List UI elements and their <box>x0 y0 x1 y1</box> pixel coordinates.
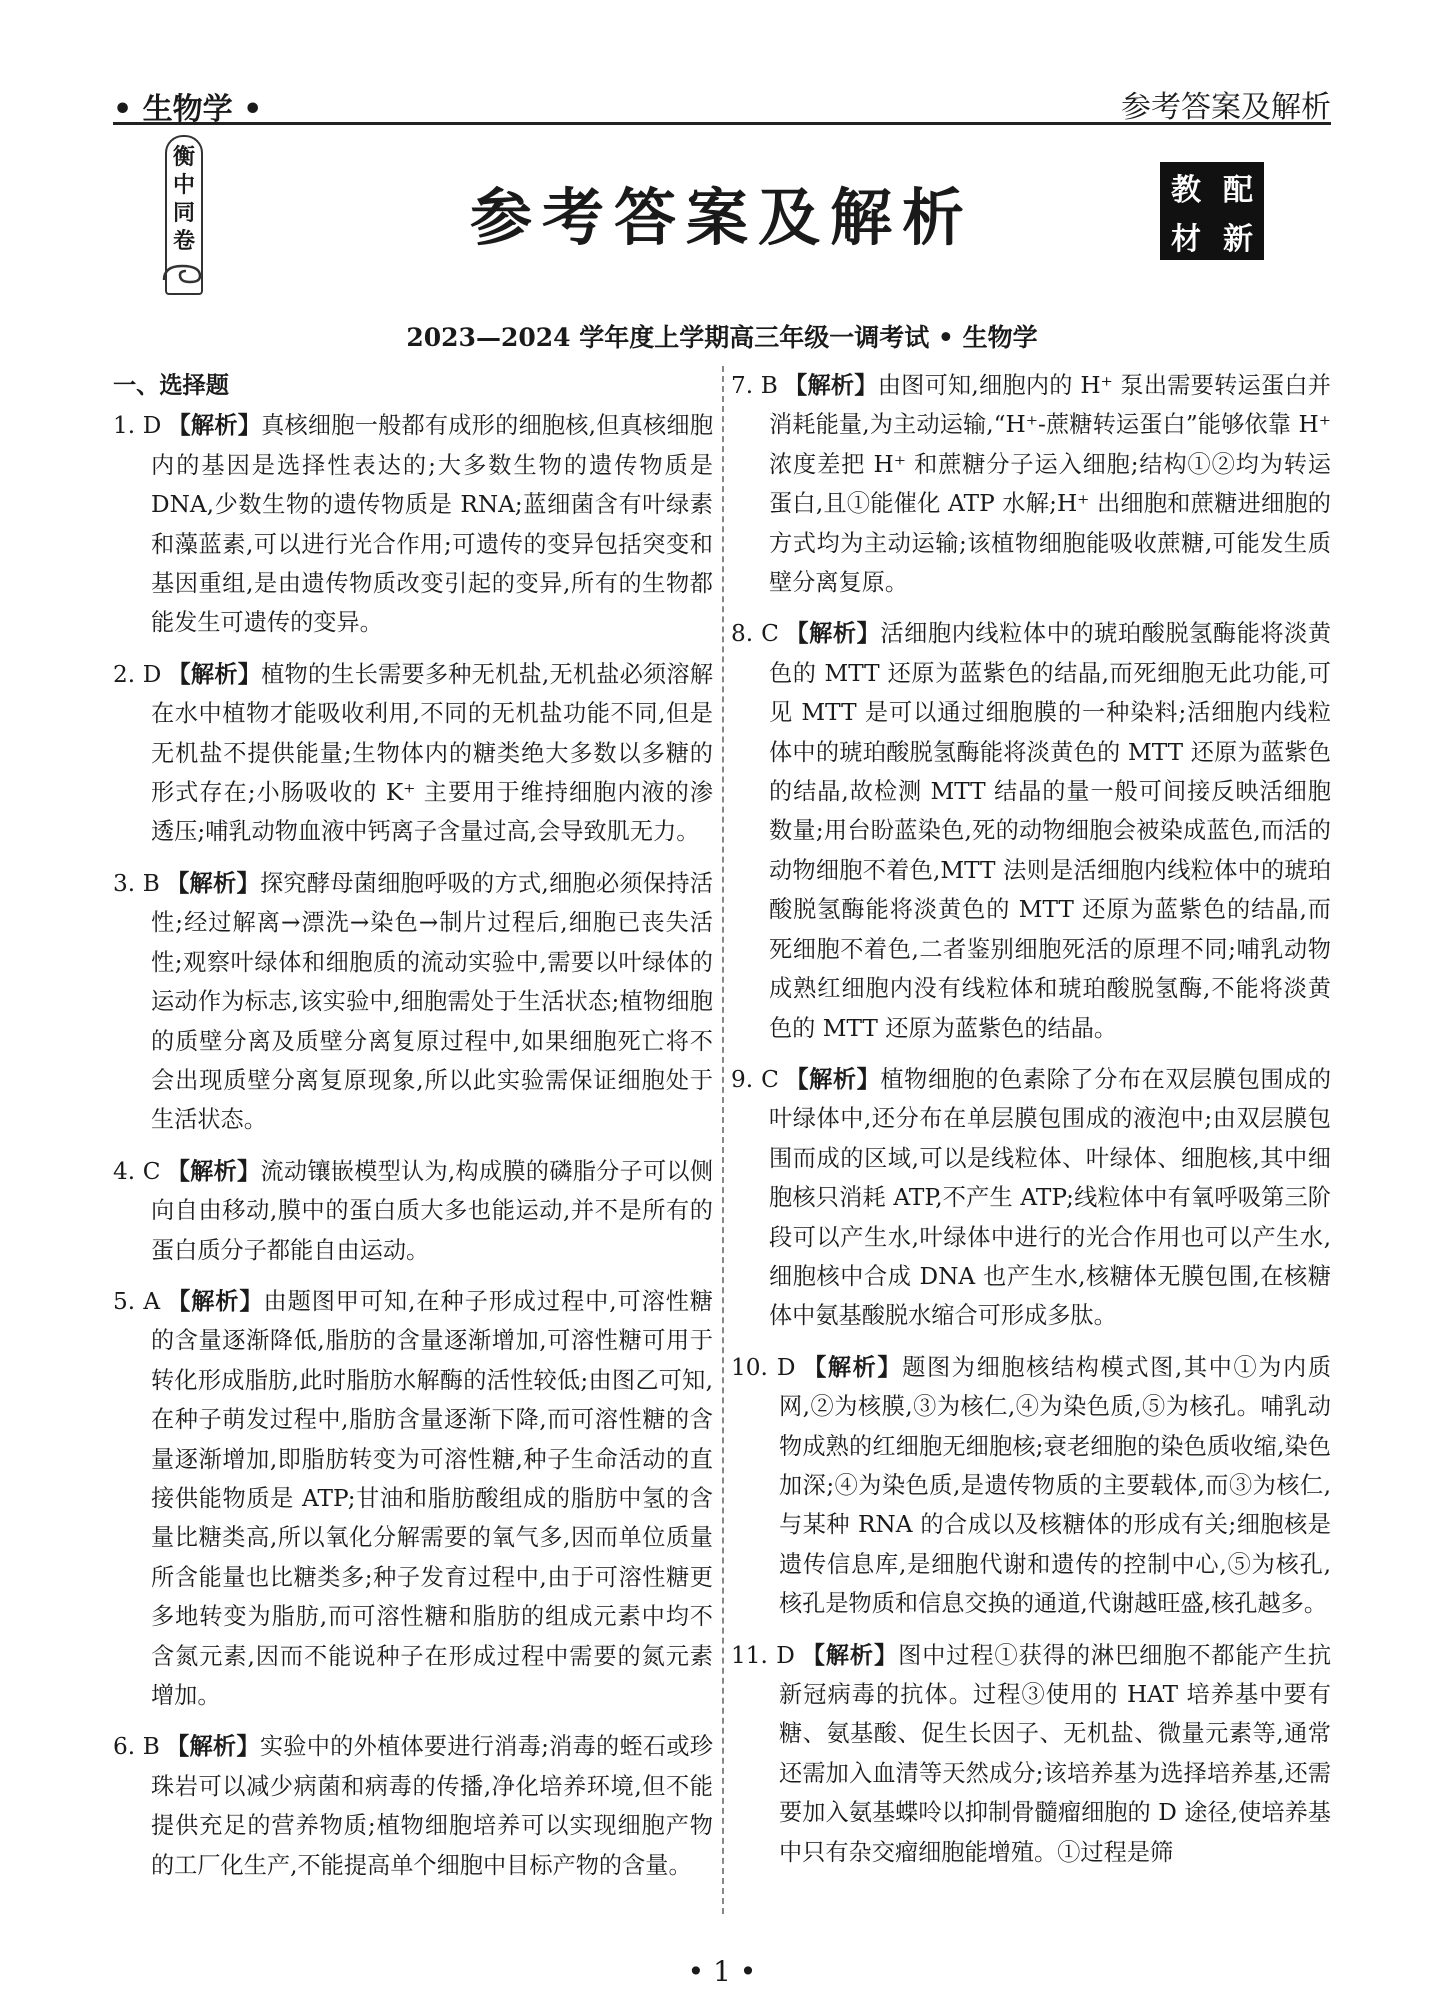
analysis-tag: 【解析】 <box>783 372 878 399</box>
column-divider <box>722 366 724 1914</box>
question-number: 3. <box>113 869 136 897</box>
answer-letter: B <box>760 372 778 399</box>
question-11 <box>731 1636 1331 1872</box>
seal-char: 卷 <box>172 228 195 254</box>
badge-char: 材 <box>1171 221 1201 257</box>
subject-label: • 生物学 • <box>113 92 263 127</box>
badge-char: 新 <box>1223 221 1253 257</box>
question-number: 10. <box>731 1353 768 1381</box>
analysis-tag: 【解析】 <box>165 1733 260 1761</box>
seal-char: 衡 <box>172 144 195 170</box>
answer-letter: D <box>776 1353 796 1381</box>
badge-char: 教 <box>1171 172 1201 208</box>
analysis-tag: 【解析】 <box>784 1065 881 1093</box>
analysis-tag: 【解析】 <box>166 1157 261 1185</box>
question-5 <box>113 1282 713 1715</box>
question-number: 6. <box>113 1733 136 1761</box>
badge-char: 配 <box>1223 172 1253 208</box>
answer-letter: C <box>761 1065 779 1093</box>
question-8 <box>731 614 1331 1047</box>
analysis-text: 探究酵母菌细胞呼吸的方式,细胞必须保持活性;经过解离→漂洗→染色→制片过程后,细胞已丧失活性;观察叶绿体和细胞质的流动实验中,需要以叶绿体的运动作为标志,该实验中,细胞需处于生活状态;植物细胞的质壁分离及质壁分离复原过程中,如果细胞死亡将不会出现质壁分离复原现象,所以此实验需保证细胞处于生活状态。 <box>151 869 714 1134</box>
analysis-tag: 【解析】 <box>166 1287 264 1315</box>
page-number: • 1 • <box>687 1955 757 1988</box>
section-title: 一、选择题 <box>113 372 229 399</box>
answer-letter: D <box>142 660 162 688</box>
textbook-badge <box>1160 162 1264 260</box>
question-number: 5. <box>113 1287 136 1315</box>
question-9 <box>731 1060 1331 1336</box>
analysis-text: 真核细胞一般都有成形的细胞核,但真核细胞内的基因是选择性表达的;大多数生物的遗传物质是 DNA,少数生物的遗传物质是 RNA;蓝细菌含有叶绿素和藻蓝素,可以进行光合作用;可遗传的变异包括突变和基因重组,是由遗传物质改变引起的变异,所有的生物都能发生可遗传的变异。 <box>151 412 714 637</box>
analysis-text: 题图为细胞核结构模式图,其中①为内质网,②为核膜,③为核仁,④为染色质,⑤为核孔。哺乳动物成熟的红细胞无细胞核;衰老细胞的染色质收缩,染色加深;④为染色质,是遗传物质的主要载体,而③为核仁,与某种 RNA 的合成以及核糖体的形成有关;细胞核是遗传信息库,是细胞代谢和遗传的控制中心,⑤为核孔,核孔是物质和信息交换的通道,代谢越旺盛,核孔越多。 <box>779 1353 1332 1618</box>
analysis-text: 植物细胞的色素除了分布在双层膜包围成的叶绿体中,还分布在单层膜包围成的液泡中;由双层膜包围而成的区域,可以是线粒体、叶绿体、细胞核,其中细胞核只消耗 ATP,不产生 ATP;线粒体中有氧呼吸第三阶段可以产生水,叶绿体中进行的光合作用也可以产生水,细胞核中合成 DNA 也产生水,核糖体无膜包围,在核糖体中氨基酸脱水缩合可形成多肽。 <box>769 1065 1332 1330</box>
question-number: 11. <box>731 1641 768 1669</box>
header-title: 参考答案及解析 <box>1121 90 1331 125</box>
question-2 <box>113 655 713 852</box>
question-number: 1. <box>113 412 136 440</box>
analysis-text: 由题图甲可知,在种子形成过程中,可溶性糖的含量逐渐降低,脂肪的含量逐渐增加,可溶性糖可用于转化形成脂肪,此时脂肪水解酶的活性较低;由图乙可知,在种子萌发过程中,脂肪含量逐渐下降,而可溶性糖的含量逐渐增加,即脂肪转变为可溶性糖,种子生命活动的直接供能物质是 ATP;甘油和脂肪酸组成的脂肪中氢的含量比糖类高,所以氧化分解需要的氧气多,因而单位质量所含能量也比糖类多;种子发育过程中,由于可溶性糖更多地转变为脂肪,而可溶性糖和脂肪的组成元素中均不含氮元素,因而不能说种子在形成过程中需要的氮元素增加。 <box>151 1287 713 1709</box>
answer-letter: D <box>776 1641 795 1669</box>
analysis-tag: 【解析】 <box>165 869 260 897</box>
analysis-text: 图中过程①获得的淋巴细胞不都能产生抗新冠病毒的抗体。过程③使用的 HAT 培养基中要有糖、氨基酸、促生长因子、无机盐、微量元素等,通常还需加入血清等天然成分;该培养基为选择培养基,还需要加入氨基蝶呤以抑制骨髓瘤细胞的 D 途径,使培养基中只有杂交瘤细胞能增殖。①过程是筛 <box>779 1641 1332 1866</box>
question-1 <box>113 406 713 642</box>
answer-letter: A <box>143 1287 161 1315</box>
question-10 <box>731 1348 1331 1624</box>
question-number: 8. <box>731 620 754 648</box>
question-4 <box>113 1152 713 1270</box>
exam-title: 2023—2024 学年度上学期高三年级一调考试 • 生物学 <box>406 323 1038 352</box>
answer-letter: B <box>142 1733 160 1761</box>
analysis-text: 实验中的外植体要进行消毒;消毒的蛭石或珍珠岩可以减少病菌和病毒的传播,净化培养环境,但不能提供充足的营养物质;植物细胞培养可以实现细胞产物的工厂化生产,不能提高单个细胞中目标产物的含量。 <box>151 1733 713 1879</box>
analysis-text: 活细胞内线粒体中的琥珀酸脱氢酶能将淡黄色的 MTT 还原为蓝紫色的结晶,而死细胞无此功能,可见 MTT 是可以通过细胞膜的一种染料;活细胞内线粒体中的琥珀酸脱氢酶能将淡黄色的 MTT 还原为蓝紫色的结晶,故检测 MTT 结晶的量一般可间接反映活细胞数量;用台盼蓝染色,死的动物细胞会被染成蓝色,而活的动物细胞不着色,MTT 法则是活细胞内线粒体中的琥珀酸脱氢酶能将淡黄色的 MTT 还原为蓝紫色的结晶,而死细胞不着色,二者鉴别细胞死活的原理不同;哺乳动物成熟红细胞内没有线粒体和琥珀酸脱氢酶,不能将淡黄色的 MTT 还原为蓝紫色的结晶。 <box>769 620 1332 1042</box>
answer-letter: C <box>761 620 779 648</box>
question-3 <box>113 864 713 1140</box>
question-number: 9. <box>731 1065 754 1093</box>
analysis-tag: 【解析】 <box>167 660 262 688</box>
analysis-tag: 【解析】 <box>801 1353 903 1381</box>
question-number: 7. <box>731 372 754 399</box>
analysis-text: 植物的生长需要多种无机盐,无机盐必须溶解在水中植物才能吸收利用,不同的无机盐功能不同,但是无机盐不提供能量;生物体内的糖类绝大多数以多糖的形式存在;小肠吸收的 K⁺ 主要用于维持细胞内液的渗透压;哺乳动物血液中钙离子含量过高,会导致肌无力。 <box>151 660 714 846</box>
analysis-text: 流动镶嵌模型认为,构成膜的磷脂分子可以侧向自由移动,膜中的蛋白质大多也能运动,并不是所有的蛋白质分子都能自由运动。 <box>151 1157 714 1264</box>
seal-char: 同 <box>172 200 195 226</box>
question-number: 2. <box>113 660 136 688</box>
analysis-tag: 【解析】 <box>800 1641 899 1669</box>
answer-letter: D <box>142 412 162 440</box>
page-header <box>113 78 1331 125</box>
answer-columns <box>113 366 1331 1914</box>
seal-char: 中 <box>172 172 195 198</box>
page-title: 参考答案及解析 <box>470 181 975 254</box>
swirl-icon <box>160 262 204 284</box>
question-6 <box>113 1727 713 1885</box>
question-number: 4. <box>113 1157 136 1185</box>
right-column <box>731 366 1331 1884</box>
analysis-text: 由图可知,细胞内的 H⁺ 泵出需要转运蛋白并消耗能量,为主动运输,“H⁺-蔗糖转运蛋白”能够依靠 H⁺ 浓度差把 H⁺ 和蔗糖分子运入细胞;结构①②均为转运蛋白,且①能催化 ATP 水解;H⁺ 出细胞和蔗糖进细胞的方式均为主动运输;该植物细胞能吸收蔗糖,可能发生质壁分离复原。 <box>769 372 1331 597</box>
question-7 <box>731 366 1331 602</box>
answer-letter: C <box>142 1157 161 1185</box>
analysis-tag: 【解析】 <box>784 620 881 648</box>
analysis-tag: 【解析】 <box>167 412 262 440</box>
answer-letter: B <box>142 869 160 897</box>
left-column <box>113 366 713 1897</box>
